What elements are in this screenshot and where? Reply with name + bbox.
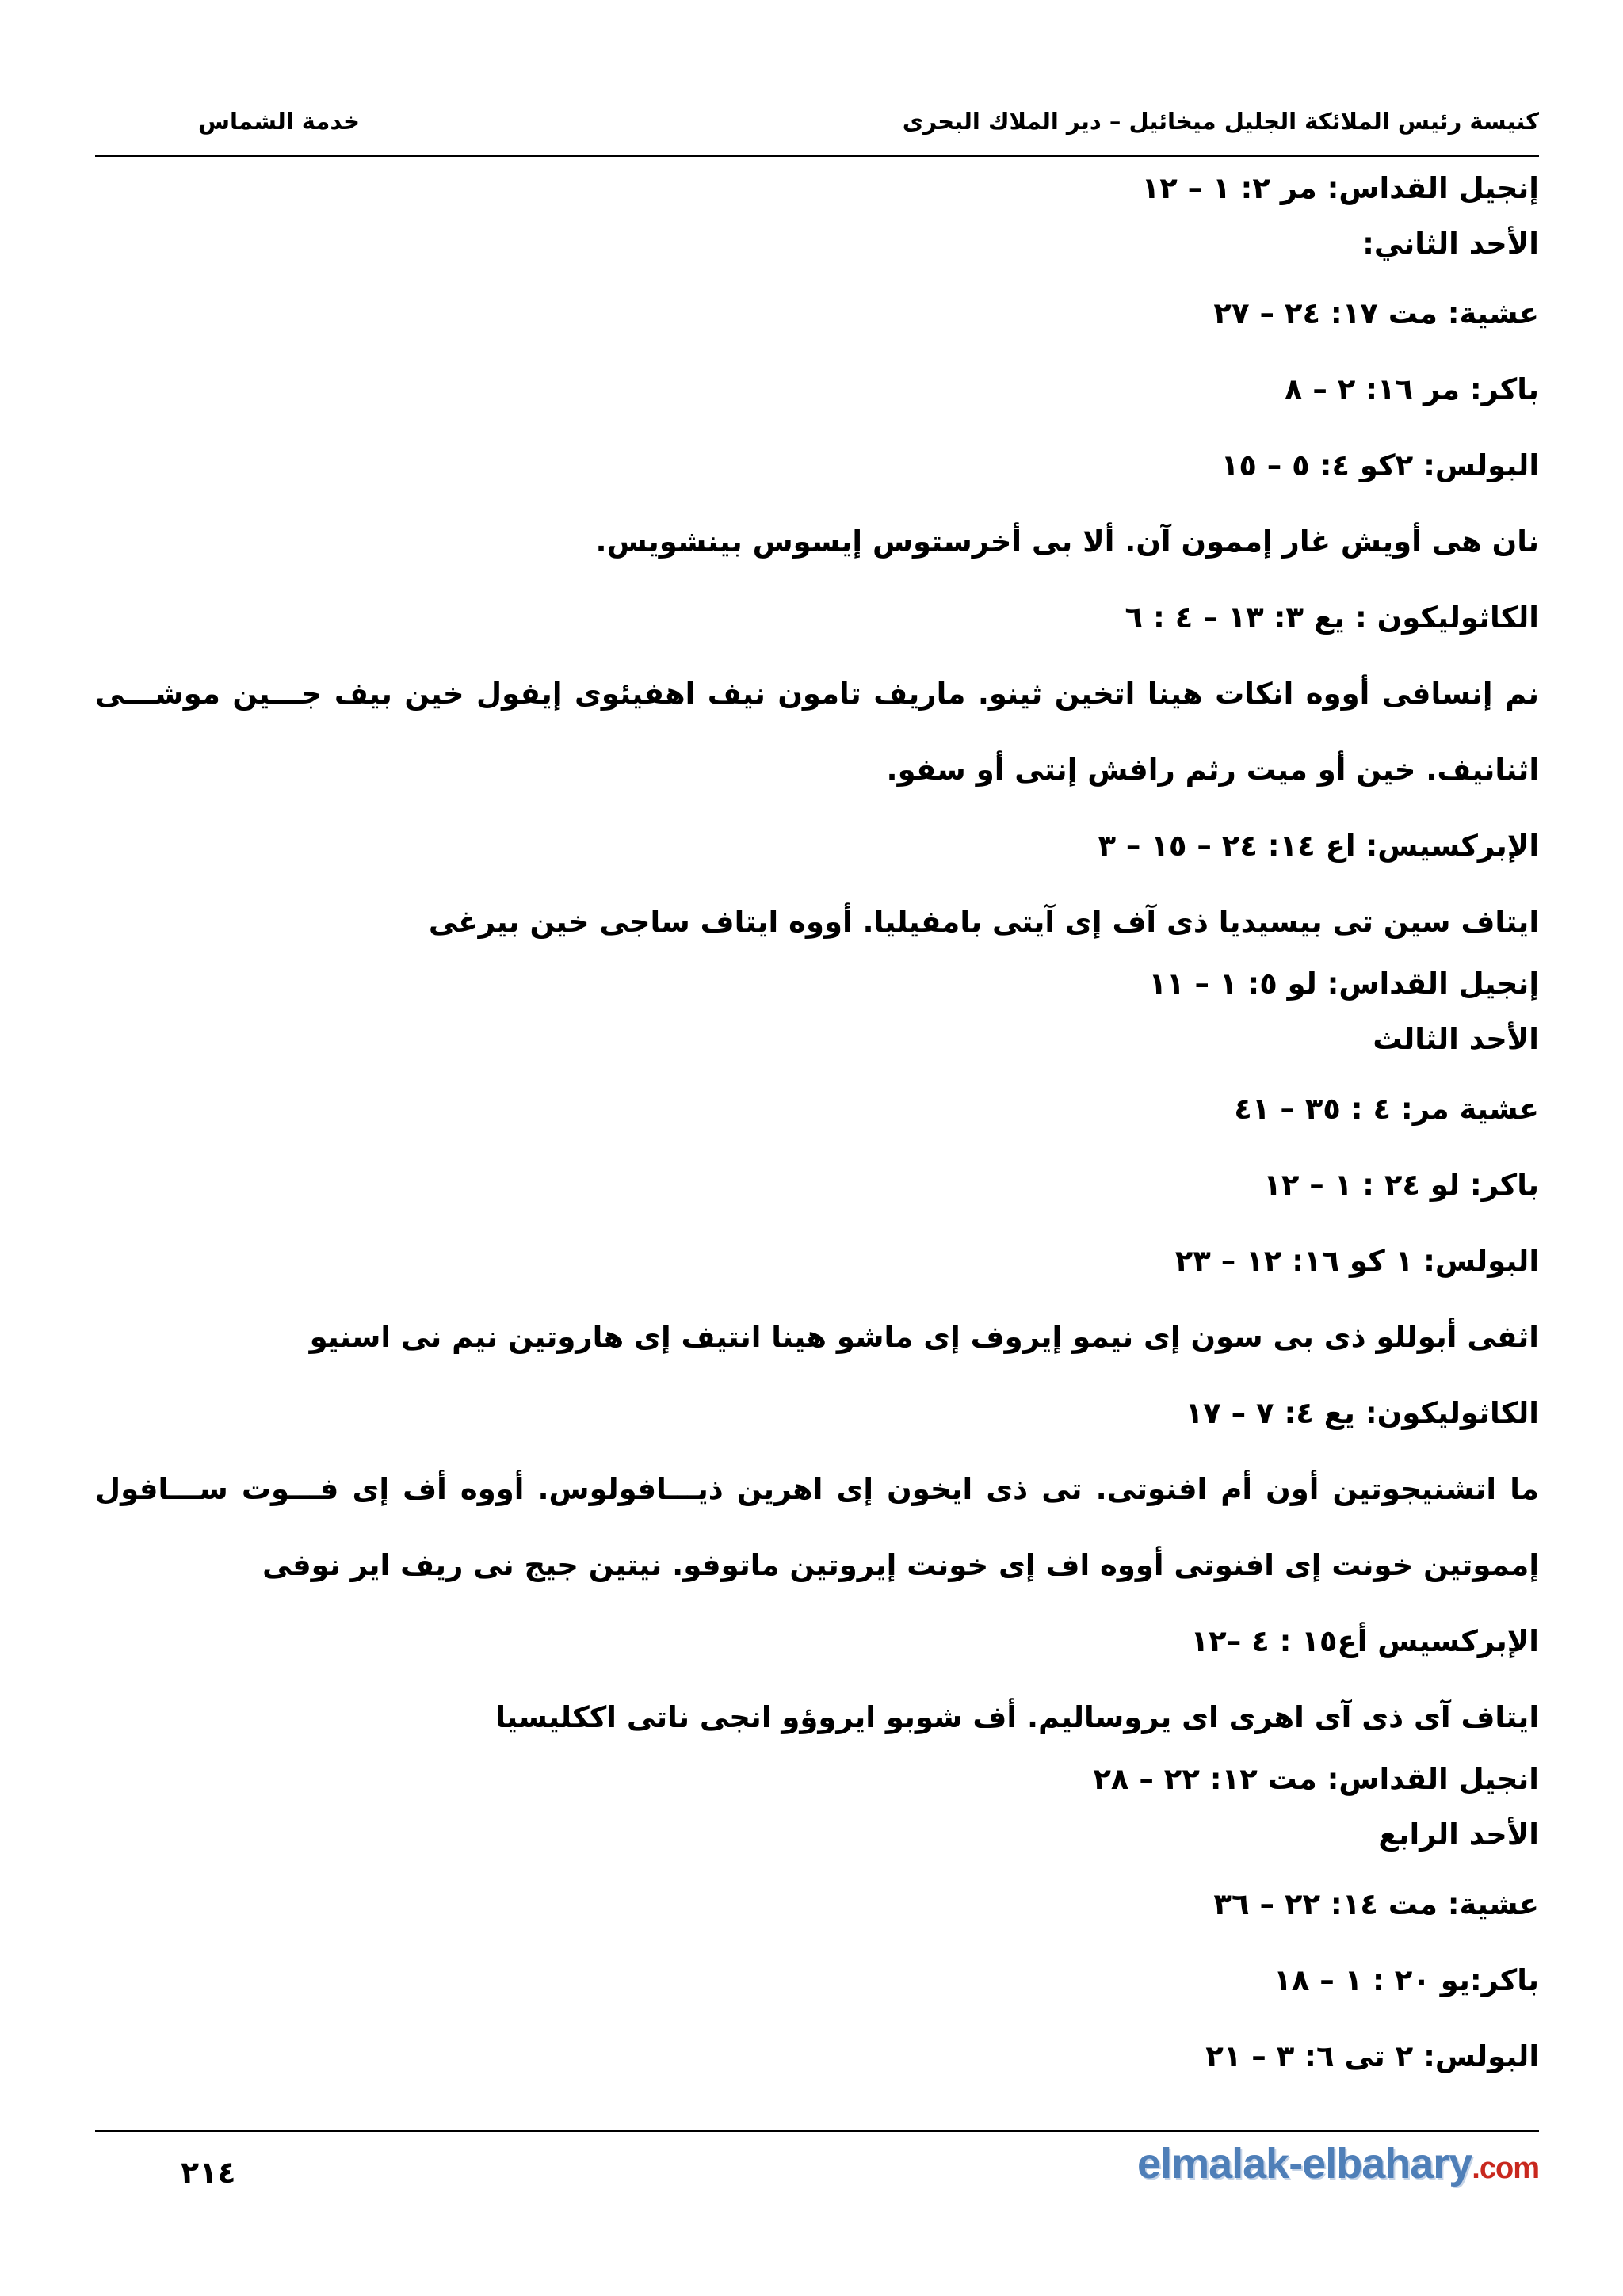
site-logo: [1137, 2139, 1539, 2188]
reading-line: إنجيل القداس: مر ٢: ١ – ١٢: [1141, 171, 1539, 205]
footer-divider: [95, 2130, 1539, 2132]
text-line: ايتاف آى ذى آى اهرى اى يروساليم. أف شوبو ايروؤو انجى ناتى اككليسيا: [495, 1700, 1539, 1734]
text-line: ايتاف سين تى بيسيديا ذى آف إى آيتى بامفيليا. أووه ايتاف ساجى خين بيرغى: [428, 905, 1539, 939]
reading-line: باكر: لو ٢٤ : ١ – ١٢: [1263, 1168, 1539, 1202]
reading-list: [95, 165, 1539, 2095]
reading-line: البولس: ٢كو ٤: ٥ – ١٥: [1220, 448, 1539, 482]
section-heading: الأحد الثاني:: [1362, 227, 1539, 261]
reading-line: باكر: مر ١٦: ٢ – ٨: [1284, 372, 1539, 406]
reading-line: إنجيل القداس: لو ٥: ١ – ١١: [1148, 967, 1539, 1001]
site-logo-tld: .com: [1472, 2152, 1539, 2185]
section-heading: الأحد الثالث: [1373, 1022, 1539, 1056]
text-line: نم إنسافى أووه انكات هينا اتخين ثينو. ماريف تامون نيف اهفيئوى إيفول خين بيف جـــين موشـــى: [95, 677, 1539, 711]
text-line: ما اتشنيجوتين أون أم افنوتى. تى ذى ايخون إى اهرين ذيـــافولوس. أووه أف إى فـــوت ســـافول: [95, 1472, 1539, 1506]
reading-line: عشية مر: ٤ : ٣٥ – ٤١: [1234, 1092, 1539, 1126]
text-line: اثفى أبوللو ذى بى سون إى نيمو إيروف إى ماشو هينا انتيف إى هاروتين نيم نى اسنيو: [309, 1320, 1539, 1354]
header-divider: [95, 155, 1539, 157]
text-line: اثنانيف. خين أو ميت رثم رافش إنتى أو سفو.: [886, 753, 1539, 787]
text-line: نان هى أويش غار إممون آن. ألا بى أخرستوس إيسوس بينشويس.: [595, 524, 1539, 559]
site-logo-name: elmalak-elbahary: [1137, 2140, 1472, 2187]
reading-line: انجيل القداس: مت ١٢: ٢٢ – ٢٨: [1093, 1762, 1539, 1796]
section-heading: الأحد الرابع: [1378, 1817, 1539, 1852]
reading-line: البولس: ٢ تى ٦: ٣ – ٢١: [1205, 2039, 1539, 2073]
reading-line: الإبركسيس أع١٥ : ٤ –١٢: [1190, 1624, 1539, 1658]
text-line: إمموتين خونت إى افنوتى أووه اف إى خونت إيروتين ماتوفو. نيتين جيج نى ريف اير نوفى: [262, 1548, 1539, 1582]
reading-line: الكاثوليكون : يع ٣: ١٣ – ٤ : ٦: [1125, 601, 1539, 635]
reading-line: عشية: مت ١٤: ٢٢ – ٣٦: [1213, 1887, 1539, 1921]
page-number: ٢١٤: [181, 2155, 236, 2190]
service-title: خدمة الشماس: [198, 108, 360, 135]
reading-line: الكاثوليكون: يع ٤: ٧ – ١٧: [1185, 1396, 1539, 1430]
reading-line: البولس: ١ كو ١٦: ١٢ – ٢٣: [1174, 1244, 1539, 1278]
reading-line: الإبركسيس: اع ١٤: ٢٤ – ١٥ – ٣: [1098, 829, 1539, 863]
church-title: كنيسة رئيس الملائكة الجليل ميخائيل – دير الملاك البحرى: [902, 108, 1539, 135]
page-header: [95, 108, 1539, 147]
reading-line: باكر:يو ٢٠ : ١ – ١٨: [1274, 1963, 1539, 1997]
reading-line: عشية: مت ١٧: ٢٤ – ٢٧: [1213, 296, 1539, 330]
